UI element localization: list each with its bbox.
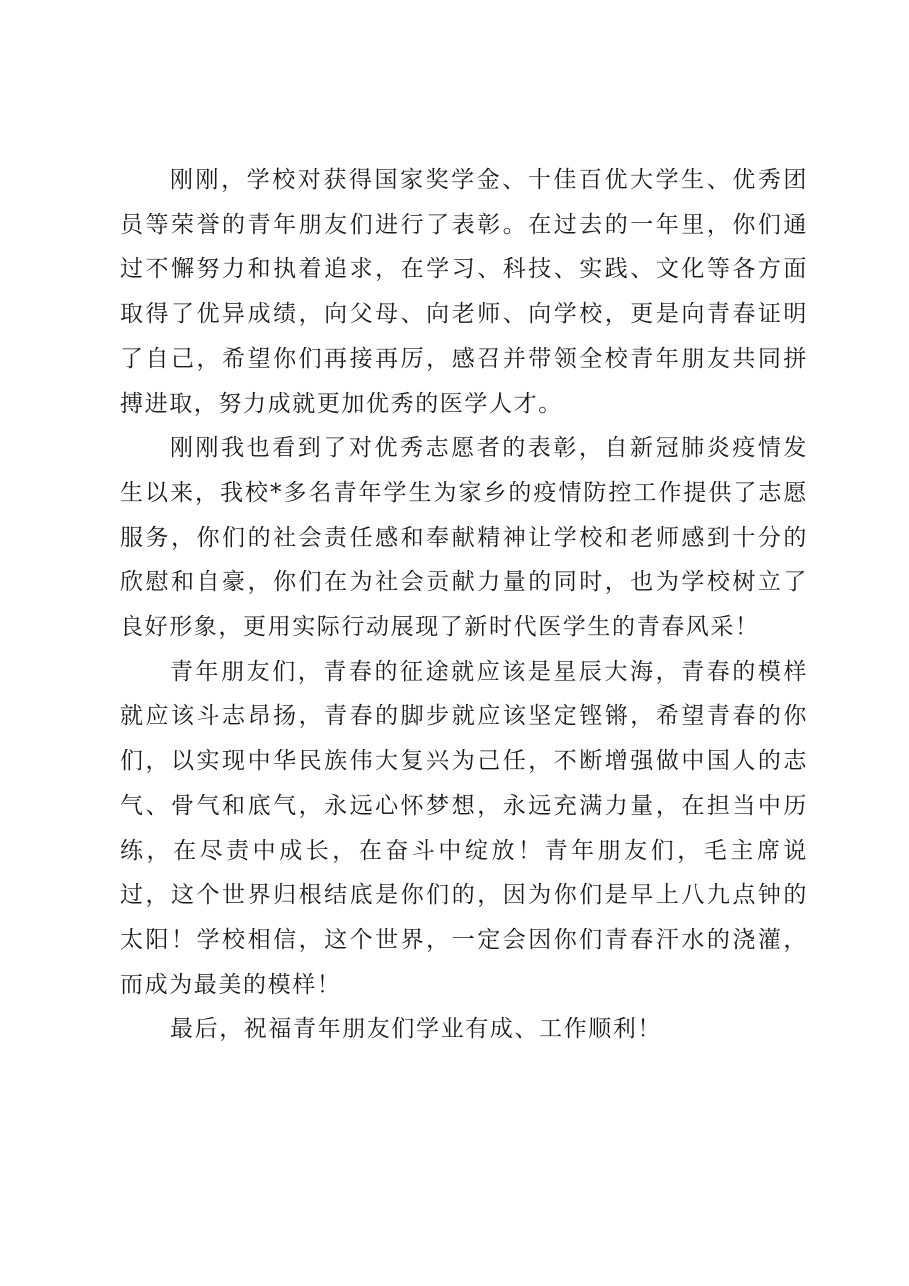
document-body xyxy=(120,158,808,1052)
paragraph-commendation-volunteers: 刚刚我也看到了对优秀志愿者的表彰，自新冠肺炎疫情发生以来，我校*多名青年学生为家乡的疫情防控工作提供了志愿服务，你们的社会责任感和奉献精神让学校和老师感到十分的欣慰和自豪，你们在为社会贡献力量的同时，也为学校树立了良好形象，更用实际行动展现了新时代医学生的青春风采！ xyxy=(120,435,808,641)
paragraph-youth-exhortation: 青年朋友们，青春的征途就应该是星辰大海，青春的模样就应该斗志昂扬，青春的脚步就应该坚定铿锵，希望青春的你们，以实现中华民族伟大复兴为己任，不断增强做中国人的志气、骨气和底气，永远心怀梦想，永远充满力量，在担当中历练，在尽责中成长，在奋斗中绽放！青年朋友们，毛主席说过，这个世界归根结底是你们的，因为你们是早上八九点钟的太阳！学校相信，这个世界，一定会因你们青春汗水的浇灌，而成为最美的模样！ xyxy=(120,658,808,998)
paragraph-commendation-scholarship: 刚刚，学校对获得国家奖学金、十佳百优大学生、优秀团员等荣誉的青年朋友们进行了表彰。在过去的一年里，你们通过不懈努力和执着追求，在学习、科技、实践、文化等各方面取得了优异成绩，向父母、向老师、向学校，更是向青春证明了自己，希望你们再接再厉，感召并带领全校青年朋友共同拼搏进取，努力成就更加优秀的医学人才。 xyxy=(120,167,808,417)
paragraph-closing-wishes: 最后，祝福青年朋友们学业有成、工作顺利！ xyxy=(170,1016,662,1043)
